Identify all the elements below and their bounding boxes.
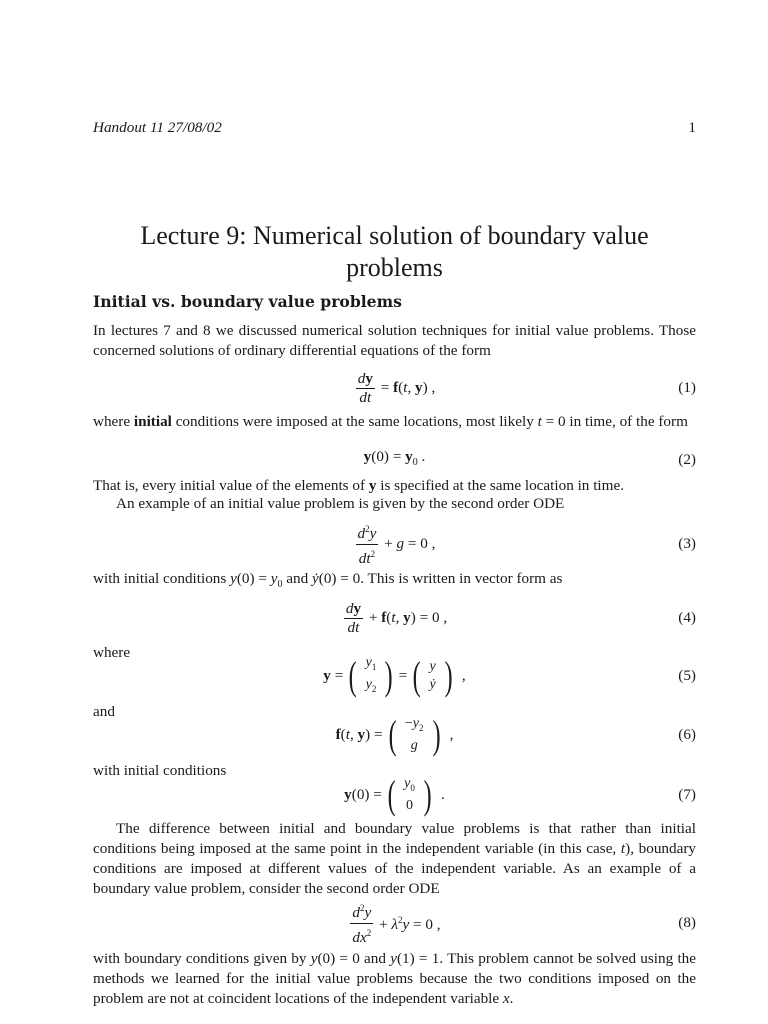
and-label: and: [93, 703, 115, 720]
paragraph-2: where initial conditions were imposed at the same locations, most likely t = 0 in time, of the form: [93, 413, 688, 430]
equation-number-2: (2): [678, 451, 696, 468]
paragraph-3: That is, every initial value of the elements of y is specified at the same location in time.: [93, 477, 624, 494]
page-header: [93, 118, 696, 138]
equation-3: $\frac{d^2y}{dt^2}$ + g = 0 , (3): [93, 522, 696, 566]
equation-8: $\frac{d^2y}{dx^2}$ + $\lambda^2y = 0$ , (8): [93, 901, 696, 945]
equation-6: f(t, y) = ( $-y_2$ g ) , (6): [335, 712, 696, 757]
equation-4: $\frac{dy}{dt}$ + f(t, y) = 0 , (4): [345, 599, 696, 636]
equation-number-4: (4): [678, 609, 696, 626]
section-heading: Initial vs. boundary value problems: [93, 292, 402, 311]
equation-1: $\frac{dy}{dt}$ = f(t, y) , (1): [357, 369, 696, 406]
paragraph-1: In lectures 7 and 8 we discussed numerical solution techniques for initial value problems. Those concerned solutions of ordinary differential equations of the form: [93, 322, 696, 359]
paragraph-4: An example of an initial value problem is given by the second order ODE: [116, 495, 565, 512]
page-number: 1: [688, 119, 696, 136]
equation-number-6: (6): [678, 726, 696, 743]
equation-number-3: (3): [678, 535, 696, 552]
title-line-2: problems: [346, 253, 443, 282]
paragraph-6: The difference between initial and boundary value problems is that rather than initial conditions being imposed at the same point in the independent variable (in this case, t), boundary conditions are imposed at different values of the independent variable. As an example of a boundary value problem, consider the second order ODE: [93, 820, 697, 897]
equation-number-5: (5): [678, 667, 696, 684]
title-line-1: Lecture 9: Numerical solution of boundary value: [140, 221, 649, 250]
lecture-title: [93, 220, 696, 284]
equation-number-7: (7): [678, 786, 696, 803]
equation-5: y = ( $y_1$ $y_2$ ) = ( y ẏ ) , (5): [323, 653, 696, 698]
handout-label: Handout 11 27/08/02: [93, 119, 222, 136]
paragraph-7: with boundary conditions given by y(0) = 0 and y(1) = 1. This problem cannot be solved using the methods we learned for the initial value problems because the two conditions imposed on the problem are not at coincident locations of the independent variable x.: [93, 950, 696, 1007]
equation-2: $y(0) = y_0$ . (2): [363, 447, 696, 469]
equation-7: y(0) = ( $y_0$ 0 ) . (7): [344, 772, 696, 817]
where-label: where: [93, 644, 131, 661]
paragraph-5: with initial conditions $y(0) = y_0$ and ẏ(0) = 0. This is written in vector form as: [93, 570, 563, 591]
equation-number-1: (1): [678, 379, 696, 396]
with-initial-conditions-label: with initial conditions: [93, 762, 227, 779]
equation-number-8: (8): [678, 914, 696, 931]
